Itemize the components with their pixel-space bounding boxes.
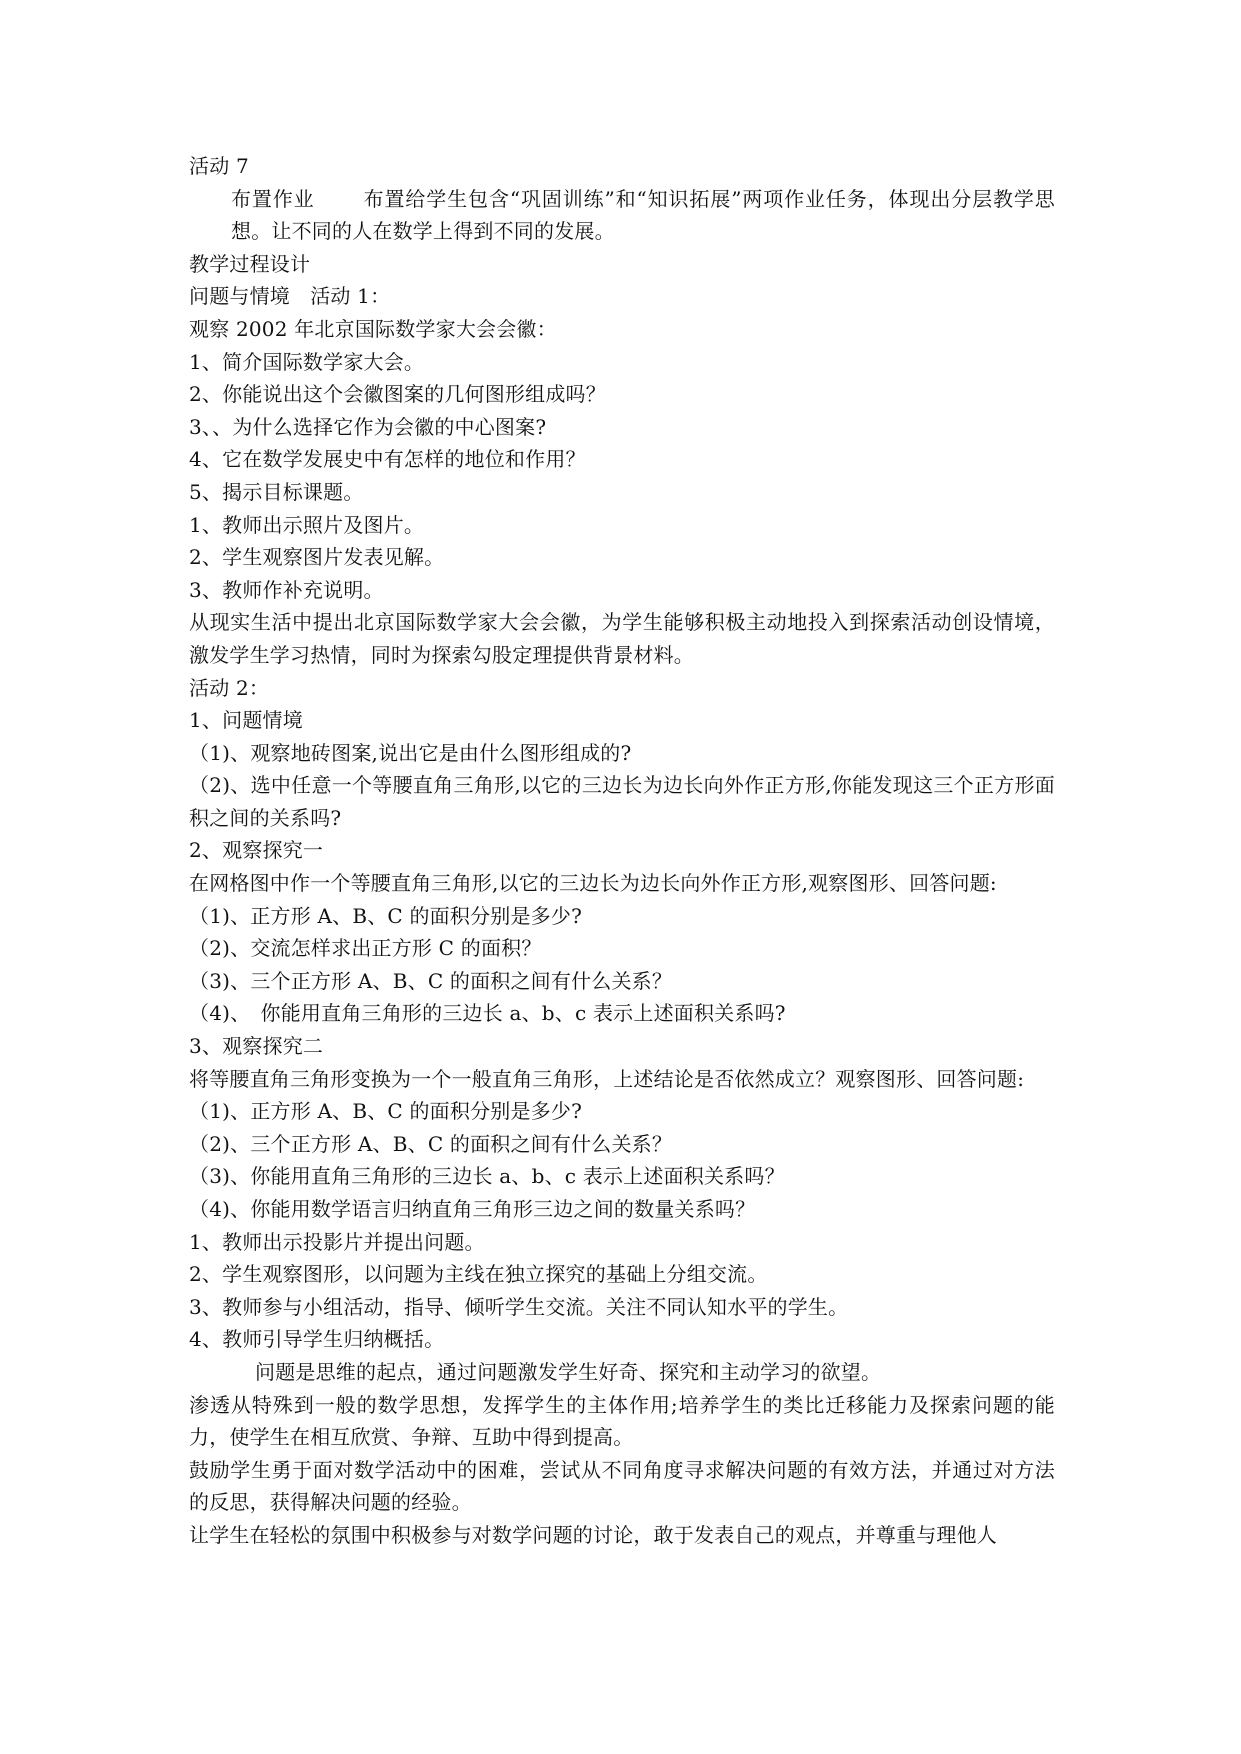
paragraph-activity-2: 活动 2： — [189, 675, 270, 700]
paragraph-rationale-4: 让学生在轻松的氛围中积极参与对数学问题的讨论，敢于发表自己的观点，并尊重与理他人 — [189, 1522, 997, 1547]
list-item: （1)、正方形 A、B、C 的面积分别是多少? — [189, 903, 583, 928]
list-item: （2)、交流怎样求出正方形 C 的面积？ — [189, 936, 542, 961]
list-item: （4)、你能用数学语言归纳直角三角形三边之间的数量关系吗？ — [189, 1197, 756, 1221]
paragraph-rationale-1: 从现实生活中提出北京国际数学家大会会徽，为学生能够积极主动地投入到探索活动创设情境，激发学生学习热情，同时为探索勾股定理提供背景材料。 — [189, 610, 1055, 667]
list-item: （2)、三个正方形 A、B、C 的面积之间有什么关系？ — [189, 1131, 673, 1156]
paragraph-activity-7: 活动 7 — [189, 154, 249, 178]
list-item: （3)、三个正方形 A、B、C 的面积之间有什么关系？ — [189, 968, 673, 993]
paragraph-rationale-2: 渗透从特殊到一般的数学思想，发挥学生的主体作用;培养学生的类比迁移能力及探索问题的能力，使学生在相互欣赏、争辩、互助中得到提高。 — [189, 1392, 1055, 1450]
list-item: 3、教师参与小组活动，指导、倾听学生交流。关注不同认知水平的学生。 — [189, 1294, 849, 1319]
list-item: （1)、正方形 A、B、C 的面积分别是多少? — [189, 1099, 583, 1124]
list-item: 5、揭示目标课题。 — [189, 479, 364, 504]
list-item: 4、教师引导学生归纳概括。 — [189, 1327, 445, 1352]
paragraph-general-triangle: 将等腰直角三角形变换为一个一般直角三角形，上述结论是否依然成立？观察图形、回答问题: — [189, 1066, 1025, 1091]
paragraph-problem-context: 问题与情境 活动 1： — [189, 284, 391, 309]
paragraph-rationale-3: 鼓励学生勇于面对数学活动中的困难，尝试从不同角度寻求解决问题的有效方法，并通过对方法的反思，获得解决问题的经验。 — [189, 1457, 1055, 1515]
list-item: 3、观察探究二 — [189, 1034, 324, 1059]
document-body — [189, 150, 1055, 1552]
list-item: 2、观察探究一 — [189, 838, 324, 863]
paragraph-grid-task: 在网格图中作一个等腰直角三角形,以它的三边长为边长向外作正方形,观察图形、回答问题: — [189, 871, 997, 896]
list-item: 2、你能说出这个会徽图案的几何图形组成吗？ — [189, 382, 606, 407]
paragraph-thinking-start: 问题是思维的起点，通过问题激发学生好奇、探究和主动学习的欲望。 — [255, 1359, 882, 1384]
list-item: 3、教师作补充说明。 — [189, 577, 384, 602]
paragraph-observe-emblem: 观察 2002 年北京国际数学家大会会徽： — [189, 316, 557, 341]
list-item: （1)、观察地砖图案,说出它是由什么图形组成的? — [189, 740, 632, 765]
list-item: 2、学生观察图形，以问题为主线在独立探究的基础上分组交流。 — [189, 1262, 768, 1287]
paragraph-homework: 布置作业 布置给学生包含“巩固训练”和“知识拓展”两项作业任务，体现出分层教学思想。让不同的人在数学上得到不同的发展。 — [231, 186, 1055, 244]
section-heading-process-design: 教学过程设计 — [189, 251, 311, 276]
list-item: 1、问题情境 — [189, 708, 303, 733]
list-item: 1、教师出示投影片并提出问题。 — [189, 1229, 485, 1254]
list-item: （2)、选中任意一个等腰直角三角形,以它的三边长为边长向外作正方形,你能发现这三个正方形面积之间的关系吗? — [189, 773, 1055, 830]
list-item: 2、学生观察图片发表见解。 — [189, 545, 445, 570]
list-item: 1、教师出示照片及图片。 — [189, 512, 425, 537]
list-item: 3、、为什么选择它作为会徽的中心图案? — [189, 414, 547, 439]
list-item: （3)、你能用直角三角形的三边长 a、b、c 表示上述面积关系吗？ — [189, 1164, 785, 1189]
list-item: 4、它在数学发展史中有怎样的地位和作用？ — [189, 447, 586, 472]
list-item: （4)、 你能用直角三角形的三边长 a、b、c 表示上述面积关系吗? — [189, 1001, 786, 1026]
list-item: 1、简介国际数学家大会。 — [189, 349, 425, 374]
